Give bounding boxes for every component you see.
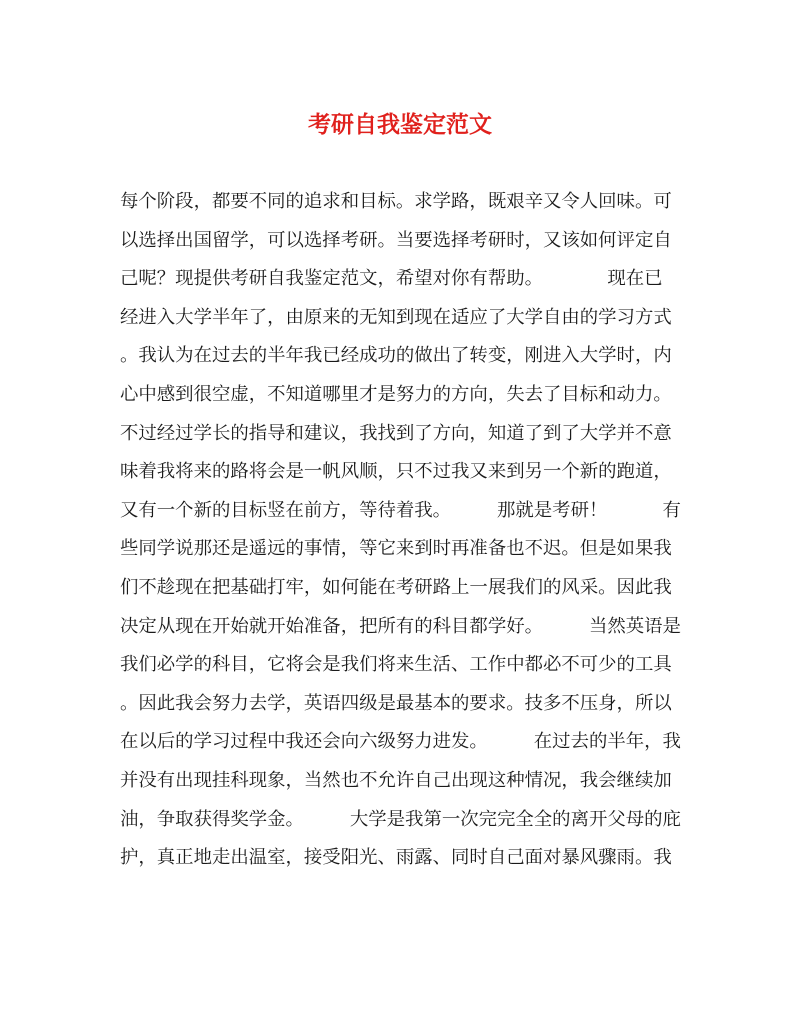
body-line: 经进入大学半年了，由原来的无知到现在适应了大学自由的学习方式 bbox=[120, 306, 672, 328]
body-line: 决定从现在开始就开始准备，把所有的科目都学好。 当然英语是 bbox=[120, 615, 681, 637]
page-title: 考研自我鉴定范文 bbox=[308, 111, 492, 138]
body-line: 我们必学的科目，它将会是我们将来生活、工作中都必不可少的工具 bbox=[120, 654, 672, 676]
body-line: 些同学说那还是遥远的事情，等它来到时再准备也不迟。但是如果我 bbox=[120, 538, 672, 560]
body-line: 油，争取获得奖学金。 大学是我第一次完完全全的离开父母的庇 bbox=[120, 808, 681, 830]
body-line: 又有一个新的目标竖在前方，等待着我。 那就是考研！ 有 bbox=[120, 499, 681, 521]
body-line: 味着我将来的路将会是一帆风顺，只不过我又来到另一个新的跑道， bbox=[120, 461, 672, 483]
body-line: 们不趁现在把基础打牢，如何能在考研路上一展我们的风采。因此我 bbox=[120, 576, 672, 598]
body-line: 不过经过学长的指导和建议，我找到了方向，知道了到了大学并不意 bbox=[120, 422, 672, 444]
body-line: 以选择出国留学，可以选择考研。当要选择考研时，又该如何评定自 bbox=[120, 229, 672, 251]
body-line: 在以后的学习过程中我还会向六级努力进发。 在过去的半年，我 bbox=[120, 731, 681, 753]
body-line: 己呢？现提供考研自我鉴定范文，希望对你有帮助。 现在已 bbox=[120, 268, 663, 290]
body-line: 心中感到很空虚，不知道哪里才是努力的方向，失去了目标和动力。 bbox=[120, 383, 672, 405]
document-body bbox=[120, 183, 690, 878]
body-line: 每个阶段，都要不同的追求和目标。求学路，既艰辛又令人回味。可 bbox=[120, 191, 672, 212]
body-line: 并没有出现挂科现象，当然也不允许自己出现这种情况，我会继续加 bbox=[120, 769, 672, 791]
body-line: 。我认为在过去的半年我已经成功的做出了转变，刚进入大学时，内 bbox=[120, 345, 672, 367]
body-line: 护，真正地走出温室，接受阳光、雨露、同时自己面对暴风骤雨。我 bbox=[120, 847, 672, 869]
body-line: 。因此我会努力去学，英语四级是最基本的要求。技多不压身，所以 bbox=[120, 692, 672, 714]
